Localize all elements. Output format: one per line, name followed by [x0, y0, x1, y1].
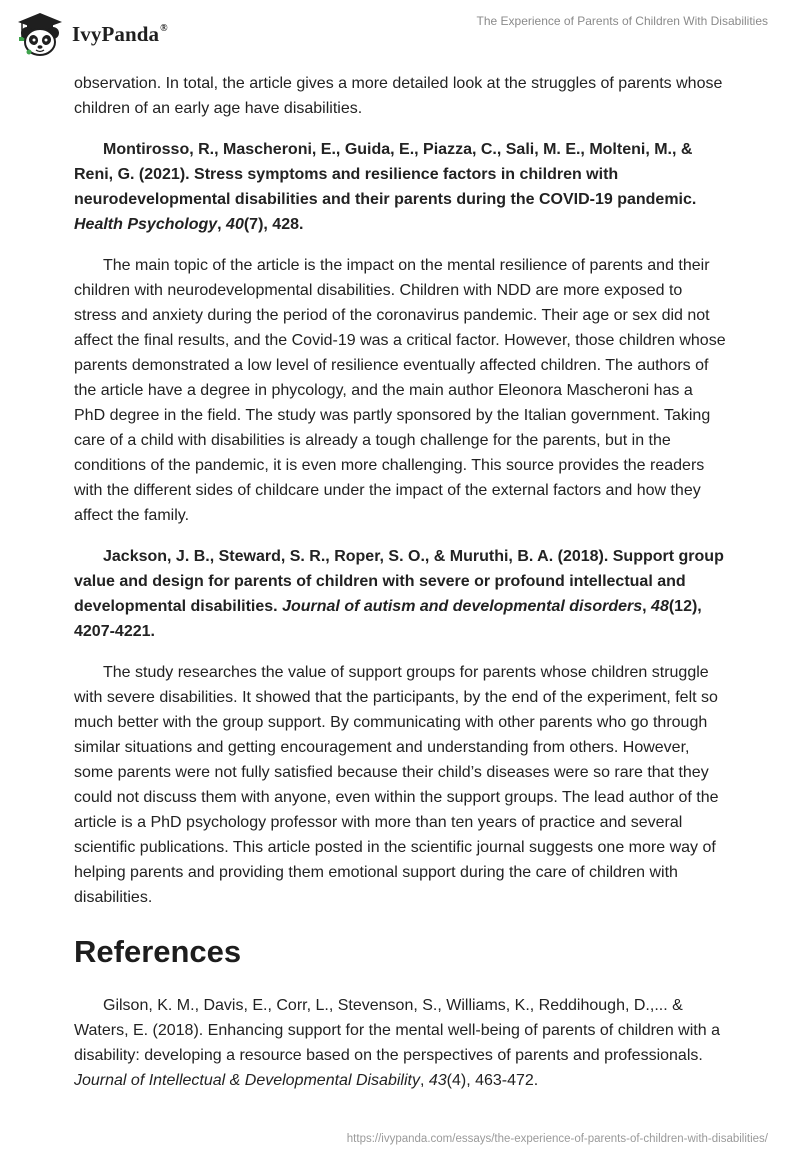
page-header — [0, 0, 800, 62]
journal-volume: 48 — [651, 598, 669, 615]
paragraph-continuation: observation. In total, the article gives a more detailed look at the struggles of parents whose children of an early age have disabilities. — [74, 75, 723, 117]
annotation-paragraph: The main topic of the article is the impact on the mental resilience of parents and their children with neurodevelopmental disabilities. Children with NDD are more exposed to stress and anxiety during the period of the coronavirus pandemic. Their age or sex did not affect the final results, and the Covid-19 was a critical factor. However, those children whose parents demonstrated a low level of resilience eventually affected children. The authors of the article have a degree in phycology, and the main author Eleonora Mascheroni has a PhD degree in the field. The study was partly sponsored by the Italian government. Taking care of a child with disabilities is already a tough challenge for the parents, but in the conditions of the pandemic, it is even more challenging. This source provides the readers with the different sides of childcare under the impact of the external factors and how they affect the family. — [74, 257, 726, 524]
journal-title: Health Psychology — [74, 216, 218, 233]
reference-gilson: Gilson, K. M., Davis, E., Corr, L., Stevenson, S., Williams, K., Reddihough, D.,... & Waters, E. (2018). Enhancing support for the mental well-being of parents of children with a disability: developing a resource based on the perspectives of parents and professionals. Journal of Intellectual & Developmental Disability, 43(4), 463-472. — [74, 997, 720, 1089]
journal-title: Journal of autism and developmental disorders — [282, 598, 643, 615]
journal-title: Journal of Intellectual & Developmental Disability — [74, 1072, 420, 1089]
citation-jackson: Jackson, J. B., Steward, S. R., Roper, S. O., & Muruthi, B. A. (2018). Support group value and design for parents of children with severe or profound intellectual and developmental disabilities. Journal of autism and developmental disorders, 48(12), 4207-4221. — [74, 548, 724, 640]
logo-wordmark: IvyPanda® — [72, 21, 168, 46]
panda-graduation-cap-icon — [14, 8, 66, 58]
essay-content — [74, 71, 726, 1093]
journal-volume: 43 — [428, 1072, 447, 1089]
references-heading: References — [74, 934, 242, 969]
ivypanda-logo[interactable] — [14, 8, 168, 58]
document-title: The Experience of Parents of Children With Disabilities — [476, 14, 768, 28]
annotation-paragraph: The study researches the value of support groups for parents whose children struggle with severe disabilities. It showed that the participants, by the end of the experiment, felt so much better with the group support. By communicating with other parents who go through similar situations and getting encouragement and understanding from others. However, some parents were not fully satisfied because their child’s diseases were so rare that they could not discuss them with anyone, even within the support groups. The lead author of the article is a PhD psychology professor with more than ten years of practice and several scientific publications. This article posted in the scientific journal suggests one more way of helping parents and providing them emotional support during the care of children with disabilities. — [74, 664, 719, 906]
citation-montirosso: Montirosso, R., Mascheroni, E., Guida, E., Piazza, C., Sali, M. E., Molteni, M., & Reni, G. (2021). Stress symptoms and resilience factors in children with neurodevelopmental disabilities and their parents during the COVID-19 pandemic. Health Psychology, 40(7), 428. — [74, 141, 697, 233]
footer-source-url[interactable]: https://ivypanda.com/essays/the-experience-of-parents-of-children-with-disabilities/ — [346, 1133, 768, 1145]
journal-volume: 40 — [226, 216, 244, 233]
